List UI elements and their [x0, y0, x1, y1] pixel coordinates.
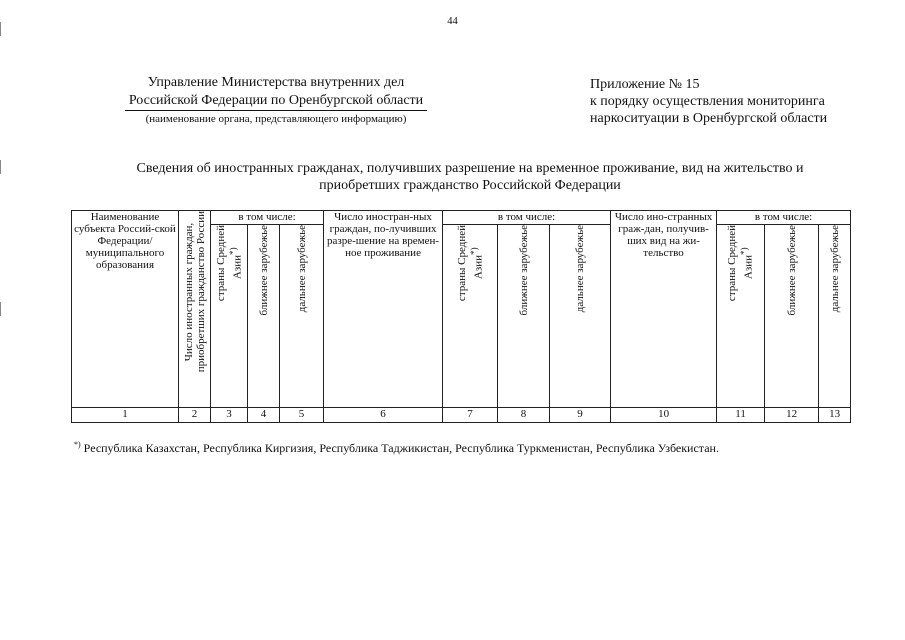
column-number-row — [72, 408, 851, 423]
header-central-asia: страны Средней Азии*) — [717, 225, 765, 408]
header-central-asia: страны Средней Азии*) — [443, 225, 498, 408]
column-number: 5 — [280, 408, 324, 423]
column-number: 10 — [611, 408, 717, 423]
header-in-that-number: в том числе: — [443, 211, 611, 225]
header-far-abroad: дальнее зарубежье — [280, 225, 324, 408]
footnote-mark: *) — [74, 440, 81, 449]
authority-caption: (наименование органа, представляющего информацию) — [145, 113, 407, 125]
header-far-abroad: дальнее зарубежье — [819, 225, 851, 408]
header-far-abroad: дальнее зарубежье — [550, 225, 611, 408]
header-central-asia: страны Средней Азии*) — [211, 225, 248, 408]
column-number: 11 — [717, 408, 765, 423]
footnote-text: Республика Казахстан, Республика Киргизия, Республика Таджикистан, Республика Туркменистан, Республика Узбекистан. — [80, 441, 719, 455]
report-table — [71, 210, 851, 423]
appendix-line-1: Приложение № 15 — [590, 77, 700, 92]
appendix-line-2: к порядку осуществления мониторинга — [590, 94, 825, 109]
page-number: 44 — [447, 16, 458, 27]
header-in-that-number: в том числе: — [717, 211, 851, 225]
column-number: 9 — [550, 408, 611, 423]
header-near-abroad: ближнее зарубежье — [765, 225, 819, 408]
appendix-line-3: наркоситуации в Оренбургской области — [590, 111, 828, 126]
document-title — [90, 160, 850, 194]
header-region-name: Наименование субъекта Россий-ской Федерации/ муниципального образования — [72, 211, 179, 408]
column-number: 13 — [819, 408, 851, 423]
authority-line-2: Российской Федерации по Оренбургской области — [125, 92, 427, 111]
header-near-abroad: ближнее зарубежье — [498, 225, 550, 408]
page-edge-mark — [0, 160, 1, 174]
header-in-that-number: в том числе: — [211, 211, 324, 225]
issuing-authority-block — [96, 74, 456, 126]
column-number: 8 — [498, 408, 550, 423]
column-number: 12 — [765, 408, 819, 423]
page-edge-mark — [0, 302, 1, 316]
header-citizenship-total — [179, 211, 211, 408]
footnote — [74, 440, 719, 456]
column-number: 7 — [443, 408, 498, 423]
column-number: 2 — [179, 408, 211, 423]
table-header-row — [72, 211, 851, 225]
appendix-block — [590, 76, 827, 127]
column-number: 6 — [324, 408, 443, 423]
column-number: 4 — [248, 408, 280, 423]
title-line-2: приобретших гражданство Российской Федерации — [319, 178, 621, 193]
header-residence-permit: Число ино-странных граж-дан, получив-ших вид на жи-тельство — [611, 211, 717, 408]
header-near-abroad: ближнее зарубежье — [248, 225, 280, 408]
column-number: 3 — [211, 408, 248, 423]
header-temporary-residence: Число иностран-ных граждан, по-лучивших разре-шение на времен-ное проживание — [324, 211, 443, 408]
header-citizenship-text: Число иностранных граждан, приобретших гражданство России — [182, 211, 207, 373]
title-line-1: Сведения об иностранных гражданах, получивших разрешение на временное проживание, вид на жительство и — [136, 161, 804, 176]
authority-line-1: Управление Министерства внутренних дел — [147, 75, 405, 90]
column-number: 1 — [72, 408, 179, 423]
